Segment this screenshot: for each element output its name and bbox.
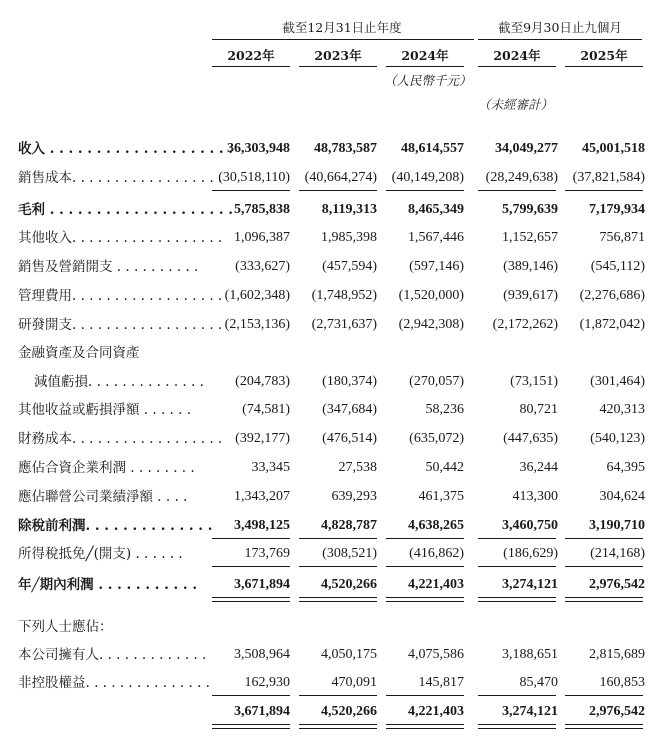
row-value: 4,221,403: [408, 704, 464, 719]
table-row: [0, 642, 660, 668]
table-row: [0, 614, 660, 640]
year-header-2024: 2024年: [401, 48, 449, 63]
row-value: 173,769: [244, 546, 290, 561]
row-value: 2,976,542: [589, 704, 645, 719]
row-value: (308,521): [322, 546, 377, 561]
row-label: 年╱期內利潤 . . . . . . . . . . .: [18, 577, 198, 593]
year-header-2024-nine-months-rule: [478, 66, 556, 67]
subtotal-rule: [565, 538, 643, 539]
row-value: (1,520,000): [398, 288, 464, 303]
row-value: 5,799,639: [502, 202, 558, 217]
row-value: 3,671,894: [234, 704, 290, 719]
row-label: 應佔合資企業利潤 . . . . . . . .: [18, 460, 195, 476]
subtotal-rule: [299, 566, 377, 567]
subtotal-rule: [212, 695, 290, 696]
row-value: (447,635): [503, 431, 558, 446]
row-label: 非控股權益. . . . . . . . . . . . . . .: [18, 675, 210, 691]
table-row: [0, 426, 660, 452]
table-row: [0, 513, 660, 539]
row-value: 3,274,121: [502, 704, 558, 719]
row-value: 756,871: [599, 230, 645, 245]
subtotal-rule: [386, 695, 464, 696]
row-value: 36,303,948: [227, 141, 290, 156]
row-value: (476,514): [322, 431, 377, 446]
row-value: 2,976,542: [589, 577, 645, 592]
row-value: 58,236: [425, 402, 464, 417]
table-row: [0, 254, 660, 280]
row-value: (2,276,686): [579, 288, 645, 303]
row-value: (28,249,638): [485, 170, 558, 185]
row-value: (40,149,208): [391, 170, 464, 185]
row-label: 銷售及營銷開支 . . . . . . . . . .: [18, 259, 199, 275]
row-value: 3,508,964: [234, 647, 290, 662]
row-value: 4,638,265: [408, 518, 464, 533]
subtotal-rule: [478, 538, 556, 539]
row-value: 50,442: [425, 460, 464, 475]
total-double-rule: [299, 597, 377, 602]
row-value: 8,465,349: [408, 202, 464, 217]
row-value: 5,785,838: [234, 202, 290, 217]
row-value: (545,112): [590, 259, 645, 274]
row-value: 4,075,586: [408, 647, 464, 662]
group-header-annual-rule: [212, 39, 474, 40]
subtotal-rule: [212, 566, 290, 567]
row-value: (347,684): [322, 402, 377, 417]
row-label: 應佔聯營公司業績淨額 . . . .: [18, 489, 188, 505]
row-value: 3,460,750: [502, 518, 558, 533]
total-double-rule: [386, 724, 464, 729]
unaudited-note: （未經審計）: [478, 97, 554, 112]
row-label: 收入 . . . . . . . . . . . . . . . . . . . .: [18, 141, 233, 157]
row-label: 財務成本. . . . . . . . . . . . . . . . . .: [18, 431, 223, 447]
row-value: 7,179,934: [589, 202, 645, 217]
row-value: 1,152,657: [502, 230, 558, 245]
row-value: 34,049,277: [495, 141, 558, 156]
year-header-2023: 2023年: [314, 48, 362, 63]
total-double-rule: [478, 724, 556, 729]
row-label: 所得稅抵免╱(開支) . . . . . .: [18, 546, 183, 562]
row-value: 413,300: [512, 489, 558, 504]
total-double-rule: [565, 597, 643, 602]
row-label: 減值虧損. . . . . . . . . . . . . .: [34, 374, 204, 390]
subtotal-rule: [386, 566, 464, 567]
table-row: [0, 699, 660, 725]
row-value: 3,671,894: [234, 577, 290, 592]
subtotal-rule: [386, 190, 464, 191]
total-double-rule: [212, 597, 290, 602]
row-value: 80,721: [519, 402, 558, 417]
row-label: 除稅前利潤. . . . . . . . . . . . . .: [18, 518, 213, 534]
subtotal-rule: [478, 190, 556, 191]
row-value: (457,594): [322, 259, 377, 274]
table-row: [0, 283, 660, 309]
subtotal-rule: [386, 538, 464, 539]
row-value: (30,518,110): [218, 170, 290, 185]
row-value: 1,343,207: [234, 489, 290, 504]
group-header-annual: 截至12月31日止年度: [282, 20, 402, 35]
row-value: (939,617): [503, 288, 558, 303]
row-label: 其他收入. . . . . . . . . . . . . . . . . .: [18, 230, 223, 246]
row-value: (2,731,637): [311, 317, 377, 332]
row-value: 3,274,121: [502, 577, 558, 592]
table-row: [0, 670, 660, 696]
subtotal-rule: [478, 566, 556, 567]
row-label: 本公司擁有人. . . . . . . . . . . . .: [18, 647, 207, 663]
year-header-2025: 2025年: [580, 48, 628, 63]
row-label: 研發開支. . . . . . . . . . . . . . . . . .: [18, 317, 223, 333]
row-value: (1,602,348): [224, 288, 290, 303]
row-value: (40,664,274): [304, 170, 377, 185]
row-value: 48,783,587: [314, 141, 377, 156]
table-row: [0, 397, 660, 423]
row-label: 毛利 . . . . . . . . . . . . . . . . . . . .: [18, 202, 233, 218]
row-value: 1,985,398: [321, 230, 377, 245]
total-double-rule: [386, 597, 464, 602]
year-header-2022-rule: [212, 66, 290, 67]
group-header-nine-months: 截至9月30日止九個月: [498, 20, 622, 35]
row-value: (540,123): [590, 431, 645, 446]
year-header-2023-rule: [299, 66, 377, 67]
row-value: 162,930: [244, 675, 290, 690]
table-row: [0, 225, 660, 251]
table-row: [0, 572, 660, 598]
row-value: 1,096,387: [234, 230, 290, 245]
row-value: 461,375: [418, 489, 464, 504]
table-row: [0, 197, 660, 223]
subtotal-rule: [565, 695, 643, 696]
row-value: 3,498,125: [234, 518, 290, 533]
row-value: 639,293: [331, 489, 377, 504]
row-value: (1,872,042): [579, 317, 645, 332]
row-value: (389,146): [503, 259, 558, 274]
table-row: [0, 455, 660, 481]
row-value: (186,629): [503, 546, 558, 561]
subtotal-rule: [565, 566, 643, 567]
row-label: 下列人士應佔：: [18, 619, 113, 635]
subtotal-rule: [299, 538, 377, 539]
row-value: (180,374): [322, 374, 377, 389]
table-row: [0, 136, 660, 162]
row-value: (74,581): [242, 402, 290, 417]
row-value: (37,821,584): [572, 170, 645, 185]
row-value: 1,567,446: [408, 230, 464, 245]
row-label: 銷售成本. . . . . . . . . . . . . . . . . .: [18, 170, 223, 186]
subtotal-rule: [299, 695, 377, 696]
row-value: (204,783): [235, 374, 290, 389]
row-value: 304,624: [599, 489, 645, 504]
row-value: (73,151): [510, 374, 558, 389]
row-value: 45,001,518: [582, 141, 645, 156]
table-row: [0, 541, 660, 567]
row-value: 3,188,651: [502, 647, 558, 662]
row-value: (2,942,308): [398, 317, 464, 332]
table-row: [0, 312, 660, 338]
row-value: (597,146): [409, 259, 464, 274]
table-row: [0, 165, 660, 191]
row-value: (214,168): [590, 546, 645, 561]
table-row: [0, 369, 660, 395]
total-double-rule: [299, 724, 377, 729]
row-value: 145,817: [418, 675, 464, 690]
table-row: [0, 340, 660, 366]
subtotal-rule: [212, 190, 290, 191]
total-double-rule: [565, 724, 643, 729]
row-value: 36,244: [519, 460, 558, 475]
year-header-2022: 2022年: [227, 48, 275, 63]
row-value: (635,072): [409, 431, 464, 446]
row-value: (2,172,262): [492, 317, 558, 332]
total-double-rule: [478, 597, 556, 602]
row-value: (416,862): [409, 546, 464, 561]
row-label: 管理費用. . . . . . . . . . . . . . . . . .: [18, 288, 223, 304]
row-value: 420,313: [599, 402, 645, 417]
row-value: (301,464): [590, 374, 645, 389]
row-value: 4,828,787: [321, 518, 377, 533]
row-value: 8,119,313: [321, 202, 377, 217]
row-value: 4,520,266: [321, 577, 377, 592]
table-row: [0, 484, 660, 510]
row-value: 160,853: [599, 675, 645, 690]
unit-note: （人民幣千元）: [384, 73, 472, 88]
row-label: 其他收益或虧損淨額 . . . . . .: [18, 402, 191, 418]
row-value: (1,748,952): [311, 288, 377, 303]
row-value: (333,627): [235, 259, 290, 274]
subtotal-rule: [478, 695, 556, 696]
year-header-2025-rule: [565, 66, 643, 67]
subtotal-rule: [212, 538, 290, 539]
subtotal-rule: [565, 190, 643, 191]
row-value: 470,091: [331, 675, 377, 690]
row-value: 85,470: [519, 675, 558, 690]
row-value: (2,153,136): [224, 317, 290, 332]
total-double-rule: [212, 724, 290, 729]
year-header-2024-nine-months: 2024年: [493, 48, 541, 63]
row-value: 4,221,403: [408, 577, 464, 592]
row-value: 27,538: [338, 460, 377, 475]
row-value: 33,345: [251, 460, 290, 475]
row-label: 金融資產及合同資產: [18, 345, 140, 361]
subtotal-rule: [299, 190, 377, 191]
row-value: 64,395: [606, 460, 645, 475]
row-value: 4,050,175: [321, 647, 377, 662]
row-value: (392,177): [235, 431, 290, 446]
row-value: 2,815,689: [589, 647, 645, 662]
year-header-2024-rule: [386, 66, 464, 67]
row-value: 4,520,266: [321, 704, 377, 719]
row-value: (270,057): [409, 374, 464, 389]
row-value: 48,614,557: [401, 141, 464, 156]
row-value: 3,190,710: [589, 518, 645, 533]
group-header-nine-months-rule: [478, 39, 642, 40]
